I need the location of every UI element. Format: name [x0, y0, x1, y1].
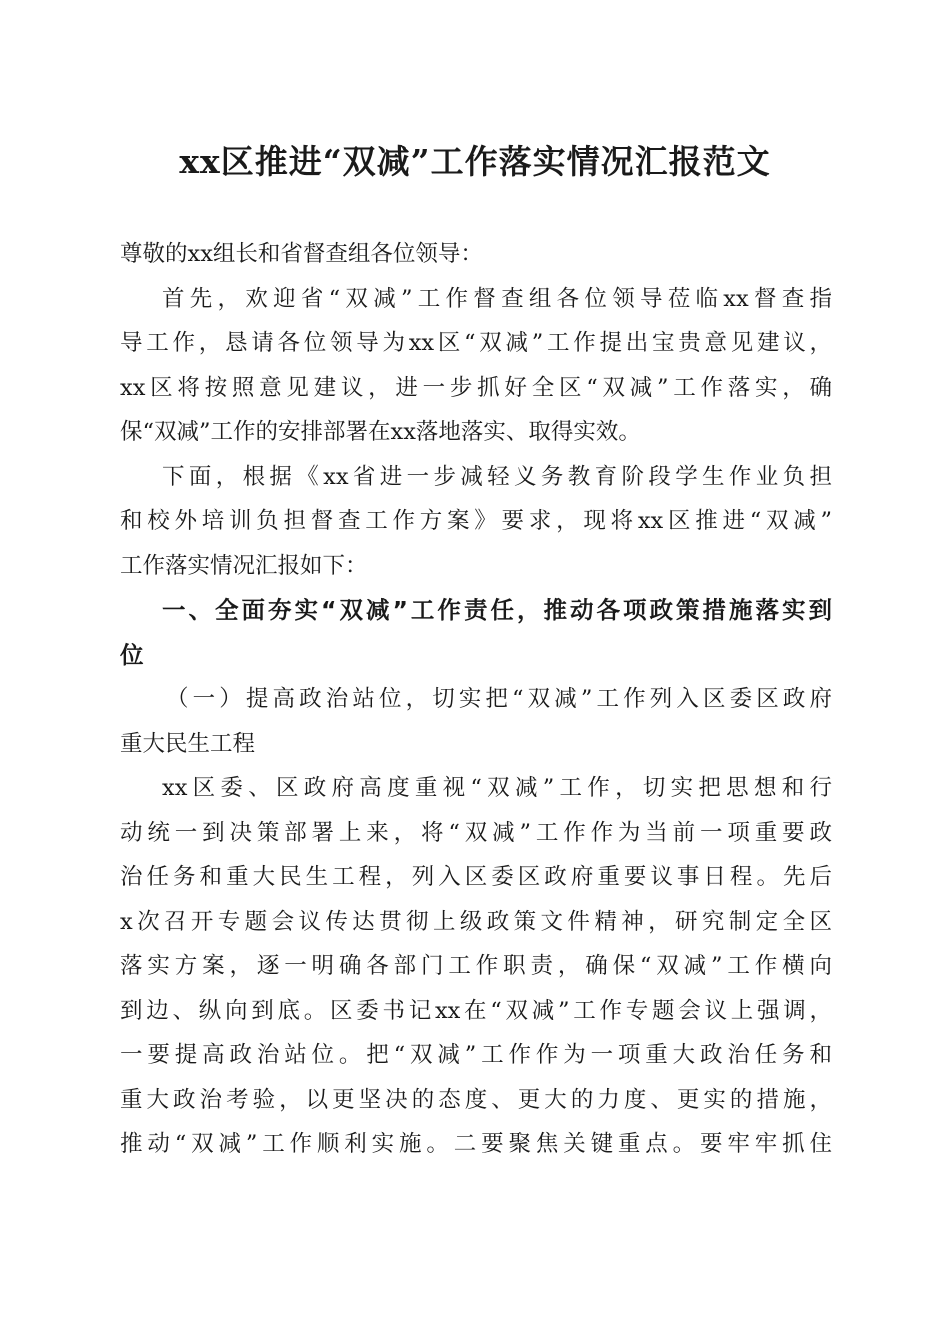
paragraph-line: 和校外培训负担督查工作方案》要求，现将xx区推进“双减”: [120, 508, 832, 534]
subsection-heading: 重大民生工程: [120, 730, 256, 757]
paragraph-line: 落实方案，逐一明确各部门工作职责，确保“双减”工作横向: [120, 953, 832, 979]
paragraph-line: 导工作，恳请各位领导为xx区“双减”工作提出宝贵意见建议，: [120, 330, 832, 356]
paragraph-line: 到边、纵向到底。区委书记xx在“双减”工作专题会议上强调，: [120, 997, 832, 1024]
paragraph-line: 首先，欢迎省“双减”工作督查组各位领导莅临xx督查指: [162, 285, 832, 312]
paragraph-line: 治任务和重大民生工程，列入区委区政府重要议事日程。先后: [120, 864, 832, 890]
paragraph-line: 下面，根据《xx省进一步减轻义务教育阶段学生作业负担: [162, 463, 832, 490]
document-body: [120, 232, 832, 1167]
salutation: 尊敬的xx组长和省督查组各位领导：: [120, 241, 483, 267]
paragraph-line: 动统一到决策部署上来，将“双减”工作作为当前一项重要政: [120, 819, 832, 846]
paragraph-line: 一要提高政治站位。把“双减”工作作为一项重大政治任务和: [120, 1042, 832, 1068]
paragraph-line: 保“双减”工作的安排部署在xx落地落实、取得实效。: [120, 419, 641, 445]
subsection-heading: （一）提高政治站位，切实把“双减”工作列入区委区政府: [166, 686, 832, 712]
section-heading: 一、全面夯实“双减”工作责任，推动各项政策措施落实到: [162, 596, 832, 624]
paragraph-line: xx区委、区政府高度重视“双减”工作，切实把思想和行: [162, 775, 832, 801]
paragraph-line: 工作落实情况汇报如下：: [120, 552, 368, 579]
paragraph-line: xx区将按照意见建议，进一步抓好全区“双减”工作落实，确: [120, 374, 832, 401]
paragraph-line: x次召开专题会议传达贯彻上级政策文件精神，研究制定全区: [120, 908, 832, 935]
paragraph-line: 重大政治考验，以更坚决的态度、更大的力度、更实的措施，: [120, 1086, 832, 1113]
paragraph-line: 推动“双减”工作顺利实施。二要聚焦关键重点。要牢牢抓住: [120, 1131, 832, 1157]
document-title: xx区推进“双减”工作落实情况汇报范文: [179, 142, 771, 181]
section-heading: 位: [120, 640, 144, 669]
